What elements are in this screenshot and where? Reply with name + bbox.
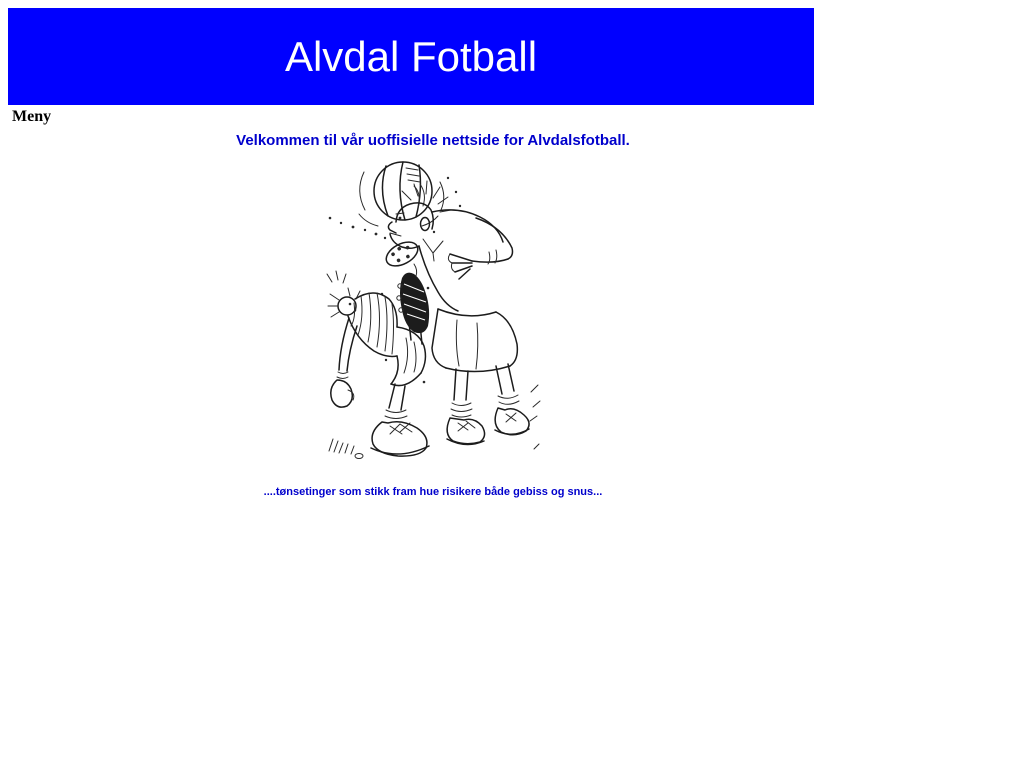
menu-column <box>8 105 108 126</box>
site-title: Alvdal Fotball <box>284 32 538 80</box>
site-header <box>8 8 814 105</box>
image-caption: ....tønsetinger som stikk fram hue risikere både gebiss og snus... <box>263 486 603 498</box>
main-content <box>108 105 758 498</box>
menu-link[interactable]: Meny <box>12 108 52 125</box>
football-cartoon-drawing <box>326 160 541 465</box>
page <box>8 8 814 498</box>
football-cartoon-image <box>326 160 541 465</box>
welcome-heading: Velkommen til vår uoffisielle nettside for Alvdalsfotball. <box>236 132 630 149</box>
content-row <box>8 105 814 498</box>
